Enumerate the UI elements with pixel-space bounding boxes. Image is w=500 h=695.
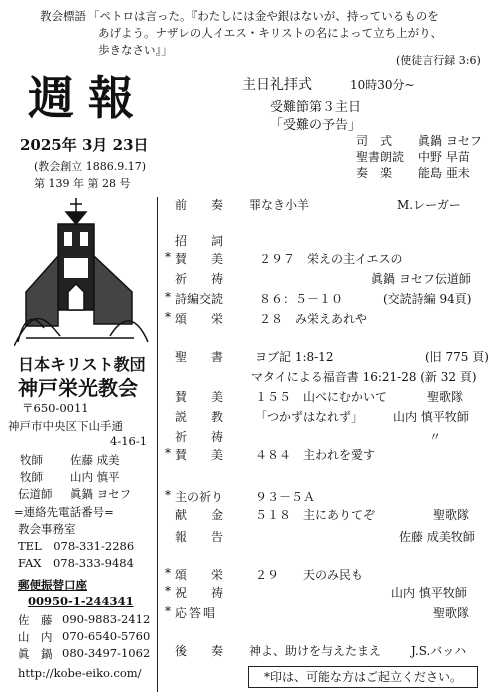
phone-name: 佐 藤 (18, 613, 53, 627)
phone-number: 090-9883-2412 (62, 612, 151, 626)
standing-mark: * (165, 488, 171, 502)
standing-mark: * (165, 290, 171, 304)
item-right: (交読詩編 94頁) (383, 292, 472, 306)
church-website-link[interactable]: http://kobe-eiko.com/ (18, 666, 142, 680)
pastor-name: 山内 慎平 (70, 470, 120, 484)
order-row (165, 196, 495, 216)
motto-line-1: 「ペトロは言った。『わたしには金や銀はないが、持っているものを (88, 9, 439, 23)
service-theme: 「受難の予告」 (270, 118, 362, 133)
standing-mark: * (165, 604, 171, 618)
item-detail: ヨブ記 1:8-12 (255, 350, 334, 364)
item-detail: 神よ、助けを与えたまえ (249, 644, 382, 658)
fax-number: FAX 078-333-9484 (18, 556, 134, 570)
pastor-name: 眞鍋 ヨセフ (70, 487, 132, 501)
column-divider (157, 197, 158, 692)
item-detail: ４８４ 主われを愛す (255, 448, 376, 462)
pastor-role: 牧師 (20, 453, 43, 467)
phone-name: 山 内 (18, 630, 53, 644)
item-right: (旧 775 頁) (425, 350, 489, 364)
order-row (165, 250, 495, 270)
item-label: 祈 祷 (175, 430, 230, 444)
order-row (165, 506, 495, 526)
bulletin-title: 週報 (28, 71, 148, 125)
office-label: 教会事務室 (18, 522, 76, 536)
service-season: 受難節第３主日 (270, 100, 362, 115)
item-label: 主の祈り (175, 490, 224, 504)
sermon-title: 「つかずはなれず」 (255, 410, 364, 424)
item-right: 〃 (429, 430, 442, 444)
item-right: J.S.バッハ (411, 644, 467, 658)
motto-label: 教会標語 (40, 9, 86, 23)
church-founded: (教会創立 1886.9.17) (34, 160, 147, 173)
staff-role: 奏 楽 (356, 166, 393, 180)
item-right: 眞鍋 ヨセフ伝道師 (371, 272, 471, 286)
item-label: 応答唱 (175, 606, 218, 620)
item-label: 報 告 (175, 530, 230, 544)
order-row (165, 348, 495, 368)
order-row (165, 604, 495, 624)
order-row (165, 388, 495, 408)
postal-code: 〒650-0011 (22, 401, 89, 415)
service-name: 主日礼拝式 (242, 77, 312, 93)
item-detail: ２９７ 栄えの主イエスの (259, 252, 403, 266)
item-label: 賛 美 (175, 390, 230, 404)
staff-name: 中野 早苗 (418, 150, 470, 164)
church-name: 神戸栄光教会 (18, 376, 138, 400)
transfer-label: 郵便振替口座 (18, 578, 87, 592)
order-row (165, 584, 495, 604)
address-line-2: 4-16-1 (110, 434, 148, 448)
denomination: 日本キリスト教団 (18, 355, 146, 374)
service-time: 10時30分~ (350, 78, 415, 92)
item-label: 頌 栄 (175, 312, 230, 326)
order-row (165, 566, 495, 586)
item-right: 山内 慎平牧師 (391, 586, 467, 600)
issue-number: 第 139 年 第 28 号 (34, 177, 131, 190)
item-label: 招 詞 (175, 234, 230, 248)
standing-mark: * (165, 310, 171, 324)
standing-mark: * (165, 250, 171, 264)
phone-name: 眞 鍋 (18, 647, 53, 661)
order-row (165, 408, 495, 428)
item-detail: ２９ 天のみ民も (255, 568, 364, 582)
order-row (165, 528, 495, 548)
item-right: 聖歌隊 (433, 606, 470, 620)
staff-role: 聖書朗読 (356, 150, 405, 164)
item-label: 詩編交読 (175, 292, 224, 306)
item-label: 賛 美 (175, 252, 230, 266)
standing-mark: * (165, 566, 171, 580)
item-right: 山内 慎平牧師 (393, 410, 469, 424)
transfer-number: 00950-1-244341 (28, 594, 134, 608)
contact-label: =連絡先電話番号= (14, 505, 114, 519)
bulletin-date: 2025年 3月 23日 (20, 136, 149, 154)
phone-number: 080-3497-1062 (62, 646, 151, 660)
order-row (165, 368, 495, 388)
staff-role: 司 式 (356, 134, 393, 148)
order-row (165, 310, 495, 330)
standing-mark: * (165, 446, 171, 460)
motto-line-2: あげよう。ナザレの人イエス・キリストの名によって立ち上がり、 (98, 26, 443, 40)
item-label: 祈 祷 (175, 272, 230, 286)
address-line-1: 神戸市中央区下山手通 (8, 419, 123, 433)
pastor-role: 牧師 (20, 470, 43, 484)
order-row (165, 232, 495, 252)
item-detail: ９３－５Ａ (255, 490, 316, 504)
church-illustration-icon (14, 196, 150, 346)
standing-note: *印は、可能な方はご起立ください。 (248, 666, 478, 688)
item-detail: １５５ 山べにむかいて (255, 390, 388, 404)
item-label: 後 奏 (175, 644, 230, 658)
item-right: 佐藤 成美牧師 (399, 530, 475, 544)
order-row (165, 428, 495, 448)
phone-number: 070-6540-5760 (62, 629, 151, 643)
item-detail: マタイによる福音書 16:21-28 (新 32 頁) (251, 370, 477, 384)
item-label: 聖 書 (175, 350, 230, 364)
motto-line-3: 歩きなさい』」 (98, 43, 173, 57)
order-row (165, 642, 495, 662)
item-right: 聖歌隊 (433, 508, 470, 522)
staff-name: 眞鍋 ヨセフ (418, 134, 482, 148)
tel-number: TEL 078-331-2286 (18, 539, 135, 553)
item-right: 聖歌隊 (427, 390, 464, 404)
item-label: 祝 祷 (175, 586, 230, 600)
standing-mark: * (165, 584, 171, 598)
item-right: M.レーガー (397, 198, 461, 212)
item-label: 前 奏 (175, 198, 230, 212)
item-label: 献 金 (175, 508, 230, 522)
pastor-name: 佐藤 成美 (70, 453, 120, 467)
item-label: 説 教 (175, 410, 230, 424)
order-row (165, 446, 495, 466)
item-detail: ８６：５－１０ (259, 292, 344, 306)
staff-name: 能島 亜未 (418, 166, 470, 180)
order-row (165, 290, 495, 310)
order-row (165, 488, 495, 508)
pastor-role: 伝道師 (18, 487, 53, 501)
order-row (165, 270, 495, 290)
item-detail: ２８ み栄えあれや (259, 312, 368, 326)
item-label: 賛 美 (175, 448, 230, 462)
item-detail: 罪なき小羊 (249, 198, 310, 212)
motto-reference: (使徒言行録 3:6) (396, 54, 481, 67)
item-label: 頌 栄 (175, 568, 230, 582)
item-detail: ５１８ 主にありてぞ (255, 508, 376, 522)
